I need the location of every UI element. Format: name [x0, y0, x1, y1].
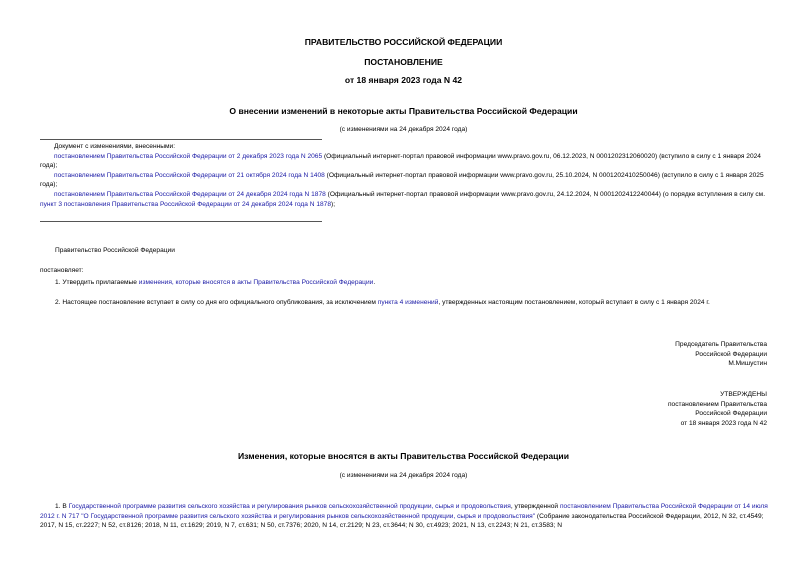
changes-intro: Документ с изменениями, внесенными: [54, 143, 176, 150]
date-number: от 18 января 2023 года N 42 [344, 75, 463, 85]
annex-revision-note: (с изменениями на 24 декабря 2024 года) [339, 472, 468, 479]
government-line: Правительство Российской Федерации [55, 247, 175, 254]
top-divider [40, 139, 322, 140]
approved-line: Российской Федерации [695, 410, 767, 418]
approved-line: постановлением Правительства [667, 400, 767, 408]
paragraph-2: 2. Настоящее постановление вступает в силу со дня его официального опубликования, за исключением пункта 4 изменений, утвержденных настоящим постановлением, который вступает в силу с 1 января 2024 г. [55, 299, 710, 306]
signature-block [675, 340, 767, 369]
change-link-1878[interactable]: постановлением Правительства Российской Федерации от 24 декабря 2024 года N 1878 [54, 190, 326, 198]
change-link-1878-point3[interactable]: пункт 3 постановления Правительства Российской Федерации от 24 декабря 2024 года N 1878 [40, 200, 331, 208]
annex-paragraph-1: 1. В Государственной программе развития сельского хозяйства и регулирования рынков сельскохозяйственной продукции, сырья и продовольствия, утвержденной постановлением Правительства Российской Федерации от 14 июля 2012 г. N 717 "О Государственной программе развития сельского хозяйства и регулирования рынков сельскохозяйственной продукции, сырья и продовольствия" (Собрание законодательства Российской Федерации, 2012, N 32, ст.4549; 2017, N 15, ст.2227; N 52, ст.8126; 2018, N 11, ст.1629; 2019, N 7, ст.631; N 50, ст.7376; 2020, N 14, ст.2129; N 23, ст.3644; N 30, ст.4923; 2021, N 13, ст.2243; N 21, ст.3583; N [40, 503, 768, 530]
state-program-link[interactable]: Государственной программе развития сельского хозяйства и регулирования рынков сельскохозяйственной продукции, сырья и продовольствия [68, 503, 511, 510]
signature-name: М.Мишустин [728, 360, 767, 368]
changes-block [40, 142, 768, 209]
signature-line: Российской Федерации [695, 350, 767, 358]
change-item: постановлением Правительства Российской Федерации от 24 декабря 2024 года N 1878 (Официальный интернет-портал правовой информации www.pravo.gov.ru, 24.12.2024, N 0001202412240044) (о порядке вступления в силу см. пункт 3 постановления Правительства Российской Федерации от 24 декабря 2024 года N 1878); [40, 190, 766, 208]
change-link-2065[interactable]: постановлением Правительства Российской Федерации от 2 декабря 2023 года N 2065 [54, 152, 323, 160]
signature-line: Председатель Правительства [675, 341, 767, 348]
decree-717-link[interactable]: постановлением Правительства Российской Федерации от 14 июля 2012 г. N 717 "О Государственной программе развития сельского хозяйства и регулирования рынков сельскохозяйственной продукции, сырья и продовольствия" [40, 503, 768, 520]
paragraph-1: 1. Утвердить прилагаемые изменения, которые вносятся в акты Правительства Российской Федерации. [55, 279, 376, 286]
approved-line: от 18 января 2023 года N 42 [680, 419, 767, 427]
approved-line: УТВЕРЖДЕНЫ [720, 391, 767, 398]
annex-title: Изменения, которые вносятся в акты Правительства Российской Федерации [237, 451, 569, 461]
changes-link[interactable]: изменения, которые вносятся в акты Правительства Российской Федерации [138, 279, 374, 286]
decree-word: постановляет: [40, 267, 84, 274]
point-4-link[interactable]: пункта 4 изменений [377, 299, 439, 306]
change-link-1408[interactable]: постановлением Правительства Российской Федерации от 21 октября 2024 года N 1408 [54, 171, 325, 179]
revision-note: (с изменениями на 24 декабря 2024 года) [339, 126, 468, 133]
document-title: О внесении изменений в некоторые акты Правительства Российской Федерации [229, 106, 578, 116]
approved-block [668, 390, 767, 428]
change-item: постановлением Правительства Российской Федерации от 21 октября 2024 года N 1408 (Официальный интернет-портал правовой информации www.pravo.gov.ru, 25.10.2024, N 0001202410250046) (вступило в силу с 1 января 2025 года); [40, 171, 764, 189]
government-heading: ПРАВИТЕЛЬСТВО РОССИЙСКОЙ ФЕДЕРАЦИИ [304, 37, 503, 47]
bottom-divider [40, 221, 322, 222]
change-item: постановлением Правительства Российской Федерации от 2 декабря 2023 года N 2065 (Официальный интернет-портал правовой информации www.pravo.gov.ru, 06.12.2023, N 0001202312060020) (вступило в силу с 1 января 2024 года); [40, 152, 761, 170]
doc-type-heading: ПОСТАНОВЛЕНИЕ [364, 57, 443, 67]
